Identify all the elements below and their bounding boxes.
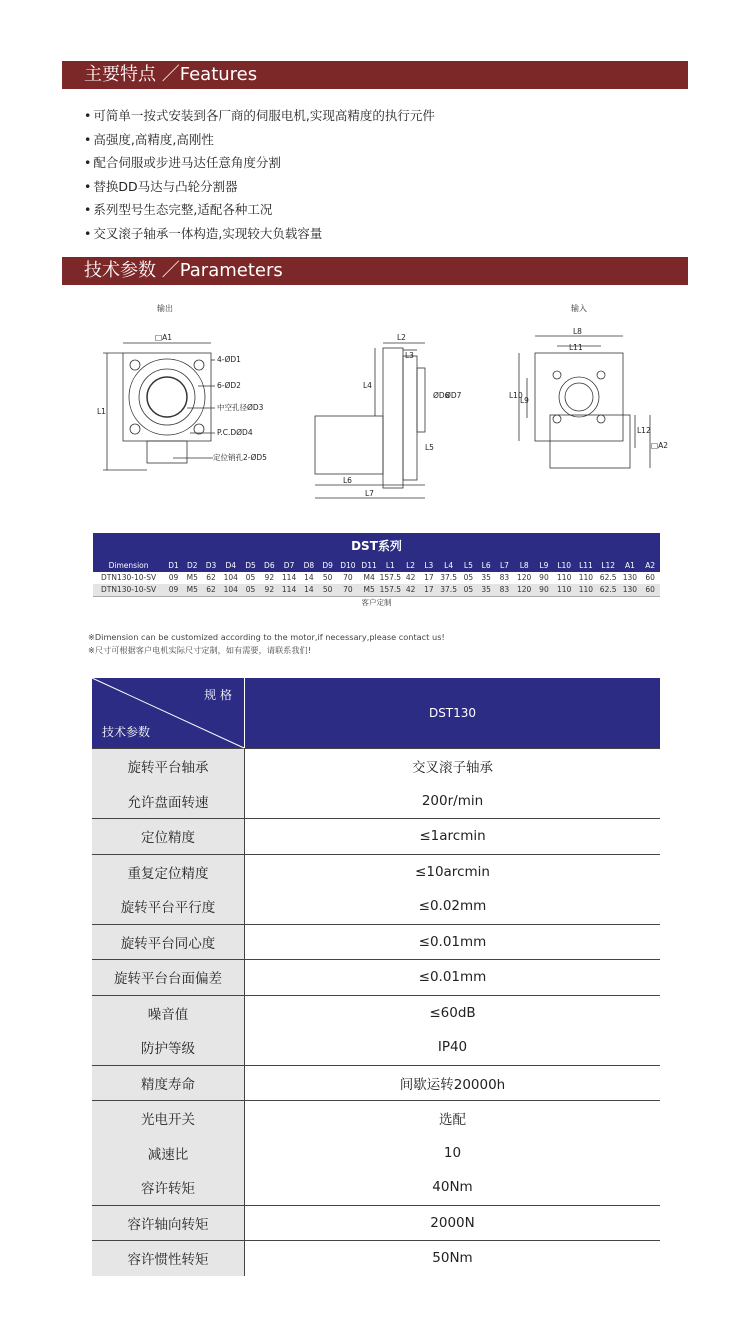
parameter-value: 2000N [244, 1206, 660, 1241]
features-header: 主要特点 ／Features [62, 61, 688, 89]
dst-header-cell: D11 [361, 561, 377, 570]
parameter-row [92, 1030, 660, 1065]
feature-item: • 配合伺服或步进马达任意角度分割 [84, 151, 435, 175]
dst-cell: 62.5 [599, 573, 617, 582]
parameter-value: ≤0.01mm [244, 925, 660, 960]
dst-header-cell: A1 [624, 561, 635, 570]
parameter-value: 40Nm [244, 1170, 660, 1205]
parameter-row [92, 996, 660, 1031]
dst-header-cell: L8 [519, 561, 529, 570]
dst-cell: M5 [186, 573, 198, 582]
parameter-group [92, 1240, 660, 1276]
dst-cell: 62 [206, 585, 216, 594]
svg-text:L4: L4 [363, 381, 372, 390]
parameter-row [92, 1066, 660, 1101]
dst-cell: 90 [539, 585, 549, 594]
param-label: 技术参数 [102, 725, 151, 739]
parameter-row [92, 1206, 660, 1241]
dst-cell: 05 [463, 573, 474, 582]
parameter-table [92, 678, 660, 1276]
dst-header-cell: L9 [539, 561, 549, 570]
features-list [84, 104, 435, 245]
parameter-row [92, 749, 660, 784]
dst-cell: 60 [645, 585, 655, 594]
dst-cell: 17 [424, 573, 434, 582]
parameter-group [92, 1065, 660, 1101]
svg-text:L10: L10 [509, 391, 523, 400]
dst-cell: M5 [186, 585, 198, 594]
svg-text:□A1: □A1 [155, 333, 172, 342]
dst-cell: 37.5 [440, 585, 457, 594]
svg-text:4-ØD1: 4-ØD1 [217, 355, 241, 364]
parameter-name: 光电开关 [92, 1101, 244, 1136]
parameter-value: ≤0.02mm [244, 889, 660, 924]
svg-text:L7: L7 [365, 489, 374, 498]
parameter-value: ≤0.01mm [244, 960, 660, 995]
svg-text:ØD7: ØD7 [445, 391, 462, 400]
parameter-group [92, 818, 660, 854]
dst-cell: 92 [264, 573, 275, 582]
dst-cell: 17 [424, 585, 434, 594]
diagonal-header-cell [92, 678, 244, 748]
parameter-name: 允许盘面转速 [92, 784, 244, 819]
parameter-row [92, 1101, 660, 1136]
parameter-name: 精度寿命 [92, 1066, 244, 1101]
dst-cell: DTN130-10-SV [100, 585, 157, 594]
svg-text:L12: L12 [637, 426, 651, 435]
dst-cell: 114 [281, 585, 297, 594]
note-chinese: ※尺寸可根据客户电机实际尺寸定制，如有需要，请联系我们! [88, 645, 312, 655]
dst-cell: 05 [245, 573, 256, 582]
parameter-name: 容许轴向转矩 [92, 1206, 244, 1241]
dst-cell: M5 [363, 585, 375, 594]
dst-cell: 09 [168, 573, 179, 582]
dst-cell: 114 [281, 573, 297, 582]
dst-cell: 90 [539, 573, 549, 582]
dst-header-cell: L6 [481, 561, 491, 570]
svg-text:L2: L2 [397, 333, 406, 342]
parameter-group [92, 1100, 660, 1205]
dst-header-cell: L11 [579, 561, 593, 570]
parameter-name: 旋转平台平行度 [92, 889, 244, 924]
parameter-name: 防护等级 [92, 1030, 244, 1065]
parameter-name: 旋转平台台面偏差 [92, 960, 244, 995]
dst-cell: 50 [322, 585, 333, 594]
dst-cell: 120 [517, 573, 532, 582]
dst-cell: 37.5 [440, 573, 457, 582]
customization-notes [88, 631, 445, 657]
dst-cell: 14 [304, 585, 314, 594]
parameter-value: IP40 [244, 1030, 660, 1065]
dst-header-cell: D7 [283, 561, 295, 570]
svg-text:ØD6: ØD6 [433, 391, 450, 400]
parameter-name: 噪音值 [92, 996, 244, 1031]
svg-text:L9: L9 [520, 396, 529, 405]
parameter-name: 定位精度 [92, 819, 244, 854]
svg-text:L1: L1 [97, 407, 106, 416]
dst-cell: M4 [363, 573, 375, 582]
dst-cell: 104 [223, 573, 238, 582]
dst-cell: 35 [481, 585, 491, 594]
parameter-group [92, 924, 660, 960]
feature-item: • 系列型号生态完整,适配各种工况 [84, 198, 435, 222]
parameter-row [92, 784, 660, 819]
parameters-header: 技术参数 ／Parameters [62, 257, 688, 285]
parameter-value: ≤10arcmin [244, 855, 660, 890]
dst-table-title: DST系列 [93, 533, 660, 559]
dst-header-cell: L2 [406, 561, 416, 570]
output-view-label: 输出 [157, 304, 173, 313]
feature-item: • 高强度,高精度,高刚性 [84, 128, 435, 152]
dst-cell: 60 [645, 573, 655, 582]
dst-header-cell: L5 [463, 561, 473, 570]
feature-item: • 可简单一按式安装到各厂商的伺服电机,实现高精度的执行元件 [84, 104, 435, 128]
dst-header-cell: L1 [385, 561, 395, 570]
dst-header-cell: L4 [444, 561, 454, 570]
parameter-name: 容许转矩 [92, 1170, 244, 1205]
dst-cell: 42 [405, 585, 416, 594]
parameter-value: 50Nm [244, 1241, 660, 1276]
parameter-row [92, 1170, 660, 1205]
dst-header-cell: D2 [187, 561, 198, 570]
dst-cell: 110 [578, 585, 594, 594]
dst-cell: 83 [499, 573, 510, 582]
parameter-group [92, 1205, 660, 1241]
svg-text:L3: L3 [405, 351, 414, 360]
svg-text:L11: L11 [569, 343, 583, 352]
dst-cell: 83 [499, 585, 510, 594]
parameter-name: 减速比 [92, 1136, 244, 1171]
feature-item: • 替换DD马达与凸轮分割器 [84, 175, 435, 199]
parameter-value: ≤60dB [244, 996, 660, 1031]
model-header: DST130 [244, 678, 660, 748]
parameter-table-header [92, 678, 660, 748]
parameter-value: ≤1arcmin [244, 819, 660, 854]
dst-cell: 92 [264, 585, 275, 594]
parameter-row [92, 855, 660, 890]
dst-cell: 110 [578, 573, 594, 582]
parameter-group [92, 854, 660, 924]
parameter-group [92, 995, 660, 1065]
dst-table-row [93, 584, 660, 596]
dst-cell: 157.5 [379, 573, 402, 582]
parameter-value: 10 [244, 1136, 660, 1171]
parameter-row [92, 819, 660, 854]
dst-header-cell: L12 [601, 561, 616, 570]
dst-header-cell: A2 [645, 561, 656, 570]
dst-cell: 09 [168, 585, 179, 594]
parameter-row [92, 1136, 660, 1171]
dst-header-cell: L3 [424, 561, 434, 570]
dst-cell: 05 [463, 585, 474, 594]
dst-table-row [93, 572, 660, 584]
parameter-name: 容许惯性转矩 [92, 1241, 244, 1276]
parameter-row [92, 925, 660, 960]
parameter-name: 旋转平台同心度 [92, 925, 244, 960]
dst-cell: 70 [343, 573, 353, 582]
dst-cell: 70 [343, 585, 353, 594]
dst-header-cell: Dimension [108, 561, 149, 570]
parameter-name: 重复定位精度 [92, 855, 244, 890]
dst-header-cell: D8 [303, 561, 315, 570]
parameter-row [92, 1241, 660, 1276]
feature-item: • 交叉滚子轴承一体构造,实现较大负载容量 [84, 222, 435, 246]
dst-dimension-table [93, 533, 660, 609]
dst-header-cell: D5 [245, 561, 256, 570]
parameter-value: 选配 [244, 1101, 660, 1136]
input-view-label: 输入 [571, 304, 587, 313]
parameter-group [92, 959, 660, 995]
svg-text:P.C.DØD4: P.C.DØD4 [217, 428, 253, 437]
dst-cell: 14 [304, 573, 314, 582]
dst-header-cell: D4 [225, 561, 237, 570]
dimension-diagrams [95, 298, 668, 503]
dst-cell: 157.5 [379, 585, 402, 594]
dst-cell: 104 [223, 585, 238, 594]
dimension-drawing [95, 298, 668, 503]
dst-header-cell: D3 [205, 561, 217, 570]
parameter-row [92, 889, 660, 924]
dst-header-cell: L7 [499, 561, 509, 570]
svg-text:L5: L5 [425, 443, 434, 452]
parameter-value: 交叉滚子轴承 [244, 749, 660, 784]
dst-cell: 110 [557, 585, 572, 594]
spec-label: 规 格 [204, 688, 232, 702]
dst-header-cell: L10 [557, 561, 572, 570]
dst-table-footer: 客户定制 [93, 596, 660, 609]
dst-cell: DTN130-10-SV [100, 573, 157, 582]
dst-header-cell: D9 [322, 561, 333, 570]
parameter-group [92, 748, 660, 818]
dst-cell: 05 [245, 585, 256, 594]
dst-cell: 120 [517, 585, 532, 594]
svg-text:6-ØD2: 6-ØD2 [217, 381, 241, 390]
svg-text:中空孔径ØD3: 中空孔径ØD3 [217, 403, 264, 412]
dst-cell: 62.5 [599, 585, 617, 594]
dst-cell: 62 [206, 573, 216, 582]
dst-header-cell: D6 [264, 561, 275, 570]
dst-header-cell: D1 [168, 561, 179, 570]
parameter-value: 200r/min [244, 784, 660, 819]
dst-table-header [93, 559, 660, 572]
svg-text:定位销孔2-ØD5: 定位销孔2-ØD5 [213, 453, 267, 462]
dst-cell: 35 [481, 573, 491, 582]
svg-text:L6: L6 [343, 476, 352, 485]
dst-cell: 130 [622, 573, 638, 582]
parameter-row [92, 960, 660, 995]
dst-cell: 50 [322, 573, 333, 582]
dst-cell: 110 [557, 573, 572, 582]
dst-header-cell: D10 [340, 561, 356, 570]
parameter-value: 间歇运转20000h [244, 1066, 660, 1101]
parameter-name: 旋转平台轴承 [92, 749, 244, 784]
svg-text:L8: L8 [573, 327, 582, 336]
dst-cell: 42 [405, 573, 416, 582]
note-english: ※Dimension can be customized according to the motor,if necessary,please contact us! [88, 632, 445, 642]
dst-cell: 130 [622, 585, 638, 594]
svg-text:□A2: □A2 [651, 441, 668, 450]
